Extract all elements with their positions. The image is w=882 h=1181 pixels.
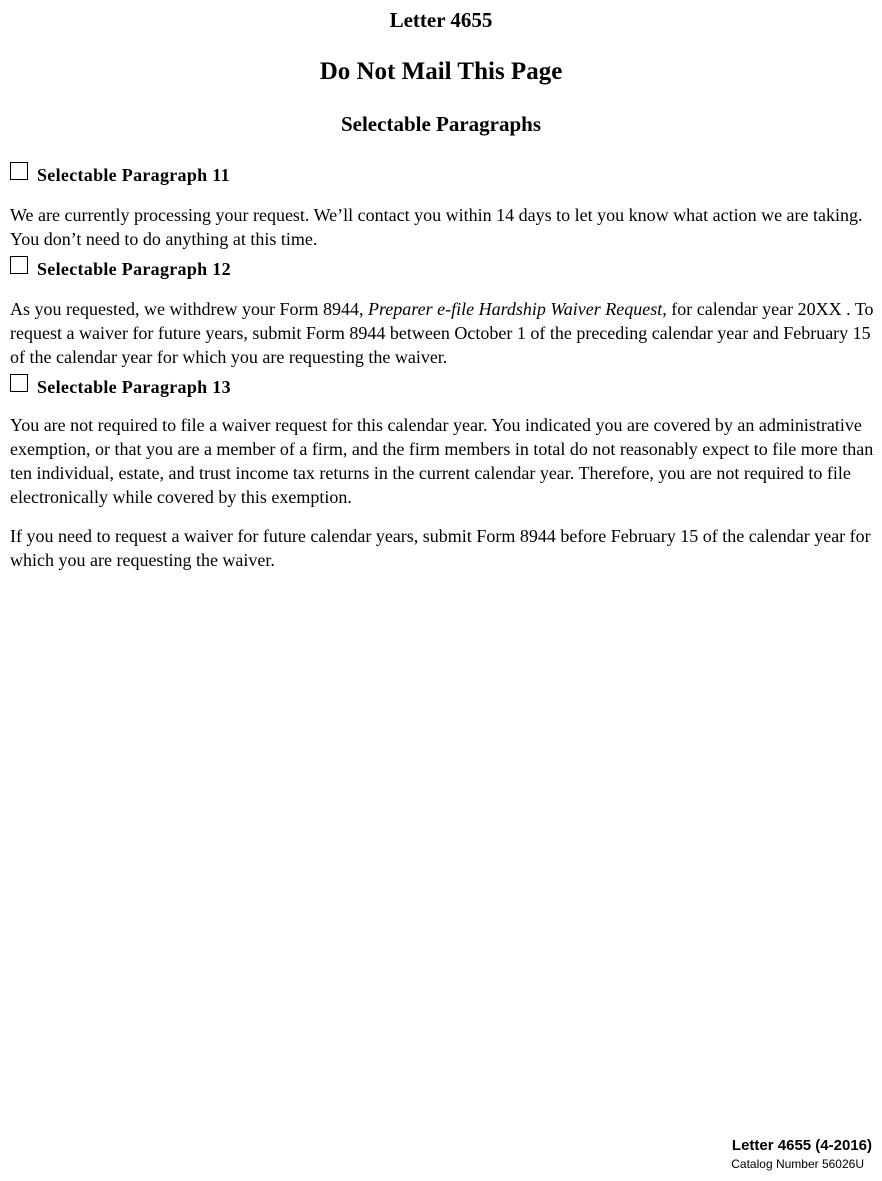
selectable-paragraph-12[interactable] (10, 256, 231, 280)
selectable-paragraph-13[interactable] (10, 374, 231, 398)
paragraph-11-text: We are currently processing your request. We’ll contact you within 14 days to let you know what action we are taking. You don’t need to do anything at this time. (10, 205, 863, 249)
letter-title: Letter 4655 (389, 8, 493, 32)
paragraph-label: Selectable Paragraph 13 (37, 377, 231, 397)
section-heading: Selectable Paragraphs (340, 112, 542, 136)
text: As you requested, we withdrew your Form 8944, (10, 299, 368, 319)
paragraph-label: Selectable Paragraph 11 (37, 165, 230, 185)
checkbox[interactable] (10, 256, 28, 274)
paragraph-label: Selectable Paragraph 12 (37, 259, 231, 279)
text: for calendar year 20XX . To request a waiver for future years, submit Form 8944 between October 1 of the preceding calendar year and February 15 of the calendar year for which you are requesting the waiver. (10, 299, 874, 367)
form-title: Preparer e-file Hardship Waiver Request, (367, 299, 667, 319)
selectable-paragraph-11[interactable] (10, 162, 230, 186)
paragraph-13-text-2: If you need to request a waiver for future calendar years, submit Form 8944 before February 15 of the calendar year for which you are requesting the waiver. (10, 526, 871, 570)
catalog-number: Catalog Number 56026U (731, 1157, 864, 1171)
checkbox[interactable] (10, 162, 28, 180)
form-number: Letter 4655 (4-2016) (731, 1137, 872, 1154)
do-not-mail-heading: Do Not Mail This Page (319, 58, 563, 85)
checkbox[interactable] (10, 374, 28, 392)
paragraph-12-text (10, 297, 875, 369)
paragraph-13-text: You are not required to file a waiver request for this calendar year. You indicated you are covered by an administrative exemption, or that you are a member of a firm, and the firm members in total do not reasonably expect to file more than ten individual, estate, and trust income tax returns in the current calendar year. Therefore, you are not required to file electronically while covered by this exemption. (10, 415, 874, 507)
